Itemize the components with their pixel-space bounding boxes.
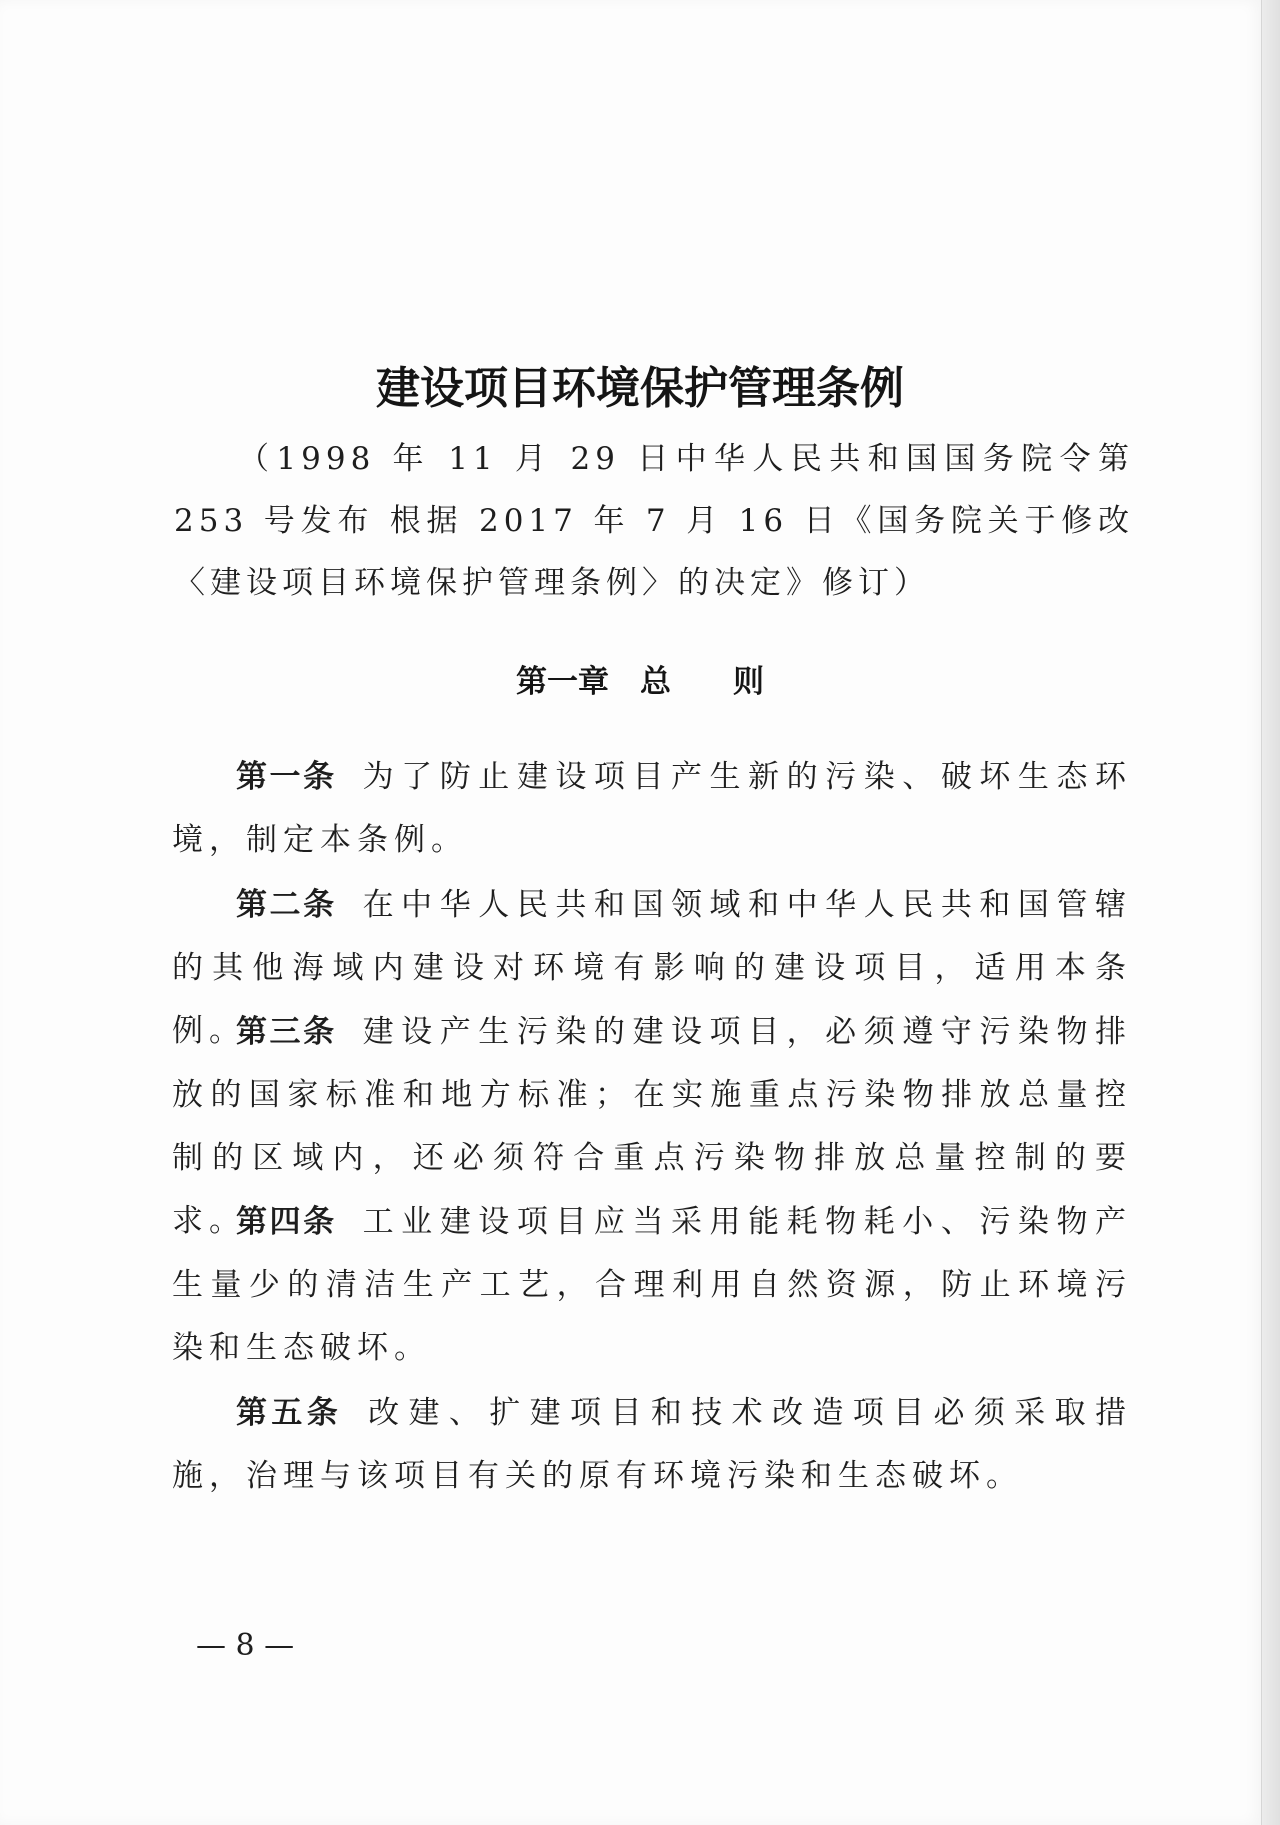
- document-title: 建设项目环境保护管理条例: [376, 363, 904, 414]
- article-text: 在中华人民共和国领域和中华人民共和国管辖的其他海域内建设对环境有影响的建设项目，适用本条例。: [172, 887, 1133, 1049]
- article-4: [172, 1191, 1132, 1380]
- article-text: 工业建设项目应当采用能耗物耗小、污染物产生量少的清洁生产工艺，合理利用自然资源，防止环境污染和生态破坏。: [172, 1204, 1133, 1366]
- article-5: [172, 1382, 1132, 1508]
- article-text: 建设产生污染的建设项目，必须遵守污染物排放的国家标准和地方标准；在实施重点污染物排放总量控制的区域内，还必须符合重点污染物排放总量控制的要求。: [172, 1014, 1133, 1239]
- article-label: 第二条: [236, 887, 337, 923]
- page-number: — 8 —: [196, 1628, 295, 1663]
- article-1: [172, 746, 1132, 872]
- article-label: 第五条: [236, 1395, 343, 1431]
- article-text: 改建、扩建项目和技术改造项目必须采取措施，治理与该项目有关的原有环境污染和生态破坏。: [172, 1395, 1133, 1494]
- article-label: 第三条: [236, 1014, 337, 1050]
- document-subtitle: （1998 年 11 月 29 日中华人民共和国国务院令第 253 号发布 根据 2017 年 7 月 16 日《国务院关于修改〈建设项目环境保护管理条例〉的决定》修订）: [174, 441, 1134, 601]
- article-label: 第一条: [236, 759, 337, 795]
- article-label: 第四条: [236, 1204, 337, 1240]
- article-text: 为了防止建设项目产生新的污染、破坏生态环境，制定本条例。: [172, 759, 1133, 858]
- page-edge: [1261, 0, 1280, 1825]
- chapter-heading: 第一章 总 则: [516, 664, 764, 700]
